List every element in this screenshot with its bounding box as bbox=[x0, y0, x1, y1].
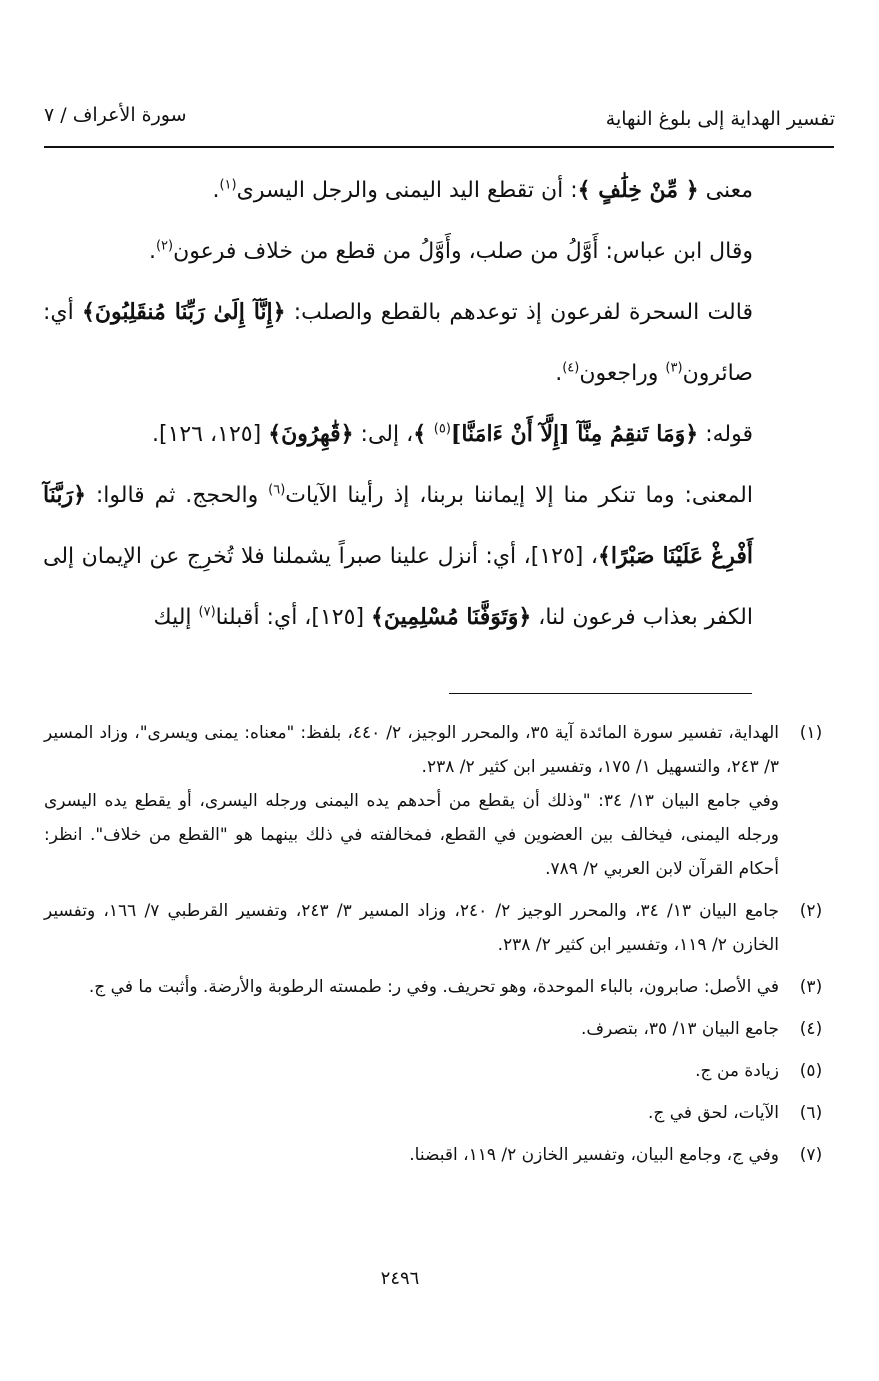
text-span: [١٢٥]، أي: أقبلنا bbox=[215, 605, 372, 630]
text-span: قوله: bbox=[698, 422, 753, 447]
paragraph-2 bbox=[43, 221, 753, 282]
footnote-7 bbox=[44, 1138, 833, 1172]
paragraph-1 bbox=[43, 160, 753, 221]
text-span: . bbox=[212, 178, 220, 203]
footnote-reference[interactable]: (٧) bbox=[198, 604, 216, 620]
footnote-number: (٣) bbox=[799, 977, 823, 997]
footnote-text: في الأصل: صابرون، بالباء الموحدة، وهو تحريف. وفي ر: طمسته الرطوبة والأرضة. وأثبت ما في ج. bbox=[88, 977, 779, 997]
quran-verse: ﴿ مِّنْ خِلَٰفٍ ﴾ bbox=[577, 177, 699, 203]
footnote-text: جامع البيان ١٣/ ٣٥، بتصرف. bbox=[580, 1019, 779, 1039]
text-span: وراجعون bbox=[579, 361, 666, 386]
surah-reference: سورة الأعراف / ٧ bbox=[44, 104, 187, 126]
footnotes-section bbox=[44, 716, 833, 1180]
footnote-text: زيادة من ج. bbox=[695, 1061, 779, 1081]
footnote-text: الهداية، تفسير سورة المائدة آية ٣٥، والمحرر الوجيز، ٢/ ٤٤٠، بلفظ: "معناه: يمنى ويسرى"، وزاد المسير ٣/ ٢٤٣، والتسهيل ١/ ١٧٥، وتفسير ابن كثير ٢/ ٢٣٨. bbox=[44, 723, 779, 777]
text-span: إليك bbox=[153, 605, 199, 630]
footnote-text: وفي جامع البيان ١٣/ ٣٤: "وذلك أن يقطع من أحدهم يده اليمنى ورجله اليسرى، أو يقطع يده اليسرى ورجله اليمنى، فيخالف بين العضوين في القطع، فمخالفته في ذلك بينهما هو "القطع من خلاف". انظر: أحكام القرآن لابن العربي ٢/ ٧٨٩. bbox=[44, 791, 780, 879]
footnote-1 bbox=[44, 716, 833, 886]
quran-verse: ﴿رَبَّنَآ أَفْرِغْ عَلَيْنَا صَبْرًا﴾ bbox=[43, 482, 753, 569]
footnote-3 bbox=[44, 970, 833, 1004]
footnote-reference[interactable]: (٥) bbox=[433, 421, 451, 437]
text-span: : أن تقطع اليد اليمنى والرجل اليسرى bbox=[236, 178, 578, 203]
footnote-6 bbox=[44, 1096, 833, 1130]
main-text bbox=[43, 160, 753, 648]
text-span: قالت السحرة لفرعون إذ توعدهم بالقطع والصلب: bbox=[285, 300, 753, 325]
footnote-number: (٧) bbox=[799, 1145, 823, 1165]
footnote-number: (٤) bbox=[799, 1019, 823, 1039]
verse-numbers: [١٢٥، ١٢٦]. bbox=[152, 422, 269, 447]
footnote-5 bbox=[44, 1054, 833, 1088]
text-span: المعنى: وما تنكر منا إلا إيماننا بربنا، إذ رأينا الآيات bbox=[285, 483, 753, 508]
quran-verse: ﴿إِنَّآ إِلَىٰ رَبِّنَا مُنقَلِبُونَ﴾ bbox=[81, 299, 286, 325]
paragraph-4 bbox=[43, 404, 753, 465]
footnote-reference[interactable]: (٤) bbox=[562, 360, 580, 376]
footnote-text: الآيات، لحق في ج. bbox=[647, 1103, 779, 1123]
paragraph-3 bbox=[43, 282, 753, 404]
header-divider bbox=[44, 146, 834, 148]
quran-verse: ﴿وَتَوَفَّنَا مُسْلِمِينَ﴾ bbox=[371, 604, 532, 630]
footnote-number: (١) bbox=[799, 723, 823, 743]
text-span: وقال ابن عباس: أَوَّلُ من صلب، وأَوَّلُ من قطع من خلاف فرعون bbox=[173, 239, 753, 264]
text-span: ، [١٢٥]، أي: أنزل علينا صبراً يشملنا فلا تُخرِج عن الإيمان إلى الكفر بعذاب فرعون لنا، bbox=[43, 544, 753, 630]
footnote-reference[interactable]: (٢) bbox=[155, 238, 174, 254]
footnote-reference[interactable]: (٦) bbox=[268, 482, 286, 498]
page-number: ٢٤٩٦ bbox=[380, 1268, 420, 1289]
footnote-text: وفي ج، وجامع البيان، وتفسير الخازن ٢/ ١١٩، اقبضنا. bbox=[409, 1145, 779, 1165]
text-span: معنى bbox=[698, 178, 753, 203]
running-header bbox=[44, 100, 835, 140]
quran-verse-end: ﴾ bbox=[413, 421, 434, 447]
footnote-number: (٢) bbox=[799, 901, 823, 921]
book-title: تفسير الهداية إلى بلوغ النهاية bbox=[605, 108, 835, 130]
text-span: والحجج. ثم قالوا: bbox=[85, 483, 269, 508]
footnote-number: (٥) bbox=[799, 1061, 823, 1081]
footnote-reference[interactable]: (٣) bbox=[665, 360, 683, 376]
footnote-4 bbox=[44, 1012, 833, 1046]
footnote-divider bbox=[449, 693, 752, 694]
text-span: . bbox=[148, 239, 156, 264]
footnote-number: (٦) bbox=[799, 1103, 823, 1123]
quran-verse: ﴿وَمَا تَنقِمُ مِنَّآ [إِلَّآ أَنْ ءَامَنَّا] bbox=[450, 421, 699, 447]
text-span: . bbox=[555, 361, 563, 386]
text-span: ، إلى: bbox=[353, 422, 414, 447]
footnote-text: جامع البيان ١٣/ ٣٤، والمحرر الوجيز ٢/ ٢٤٠، وزاد المسير ٣/ ٢٤٣، وتفسير القرطبي ٧/ ١٦٦، وتفسير الخازن ٢/ ١١٩، وتفسير ابن كثير ٢/ ٢٣٨. bbox=[44, 901, 779, 955]
paragraph-5 bbox=[43, 465, 753, 648]
text-span: أي: صائرون bbox=[43, 300, 753, 386]
footnote-2 bbox=[44, 894, 833, 962]
footnote-reference[interactable]: (١) bbox=[219, 177, 237, 193]
quran-verse: ﴿قَٰهِرُونَ﴾ bbox=[268, 421, 354, 447]
